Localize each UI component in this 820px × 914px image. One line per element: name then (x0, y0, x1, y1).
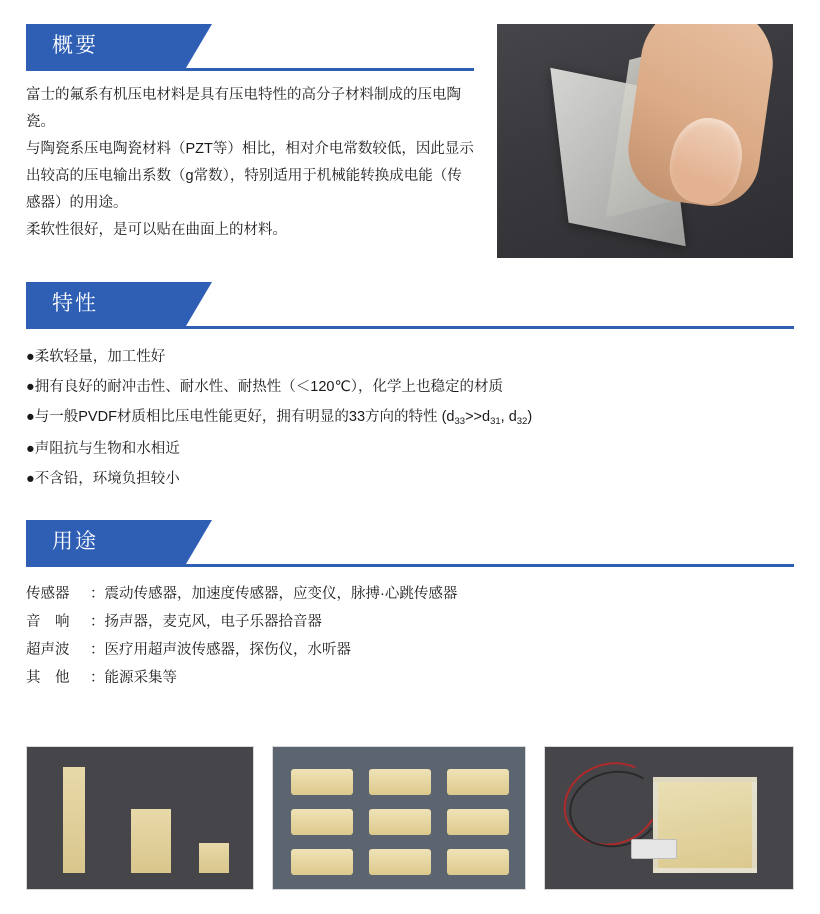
use-row-value: 震动传感器，加速度传感器，应变仪，脉搏·心跳传感器 (104, 586, 458, 602)
feature-subscript-32: 32 (516, 416, 528, 427)
feature-subscript-33: 33 (454, 416, 466, 427)
features-banner-rule (26, 326, 794, 329)
use-row (26, 664, 457, 692)
feature-item: ●不含铅，环境负担较小 (26, 471, 180, 487)
film-strip (63, 767, 85, 873)
overview-banner (26, 24, 474, 68)
film-cell (369, 849, 431, 875)
features-banner-bar (26, 282, 186, 326)
sensor-connector (631, 839, 677, 859)
features-banner (26, 282, 794, 326)
gallery-photo-sensor (544, 746, 794, 890)
feature-item: ●声阻抗与生物和水相近 (26, 441, 180, 457)
overview-paragraph-2: 与陶瓷系压电陶瓷材料（PZT等）相比，相对介电常数较低，因此显示出较高的压电输出系数（g常数），特别适用于机械能转换成电能（传感器）的用途。 (26, 141, 474, 211)
overview-title: 概要 (52, 34, 98, 57)
uses-banner (26, 520, 794, 564)
use-row-separator: ： (90, 586, 105, 602)
gallery-photo-array (272, 746, 526, 890)
film-cell (447, 849, 509, 875)
hero-photo (497, 24, 793, 258)
film-strip (131, 809, 171, 873)
uses-title: 用途 (52, 530, 98, 553)
overview-body (26, 82, 474, 244)
use-row (26, 636, 457, 664)
feature-item-prefix: ●与一般PVDF材质相比压电性能更好，拥有明显的33方向的特性 (d (26, 409, 455, 425)
overview-banner-arrow (186, 24, 212, 68)
film-cell (291, 809, 353, 835)
use-row-value: 医疗用超声波传感器，探伤仪，水听器 (104, 642, 351, 658)
feature-item-mid: >>d (465, 409, 491, 425)
section-overview (26, 24, 474, 244)
use-row (26, 608, 457, 636)
gallery-photo-strips (26, 746, 254, 890)
uses-banner-bar (26, 520, 186, 564)
section-uses (26, 520, 794, 692)
section-features (26, 282, 794, 494)
feature-item-suffix: ) (527, 409, 533, 425)
use-row-label: 音 响 (26, 614, 70, 630)
overview-paragraph-3: 柔软性很好，是可以贴在曲面上的材料。 (26, 222, 287, 238)
overview-banner-rule (26, 68, 474, 71)
uses-table (26, 580, 457, 692)
feature-item: ●柔软轻量，加工性好 (26, 349, 166, 365)
feature-item (26, 402, 794, 434)
features-banner-arrow (186, 282, 212, 326)
film-cell (369, 769, 431, 795)
feature-item-mid2: , d (500, 409, 517, 425)
overview-banner-bar (26, 24, 186, 68)
features-title: 特性 (52, 292, 98, 315)
use-row-label: 超声波 (26, 642, 70, 658)
film-strip (199, 843, 229, 873)
use-row-label: 其 他 (26, 670, 70, 686)
use-row (26, 580, 457, 608)
film-cell (291, 849, 353, 875)
use-row-separator: ： (90, 614, 105, 630)
feature-subscript-31: 31 (490, 416, 501, 427)
use-row-value: 能源采集等 (104, 670, 177, 686)
film-cell (447, 769, 509, 795)
uses-banner-rule (26, 564, 794, 567)
features-list (26, 342, 794, 494)
use-row-value: 扬声器，麦克风，电子乐器拾音器 (104, 614, 322, 630)
film-cell (369, 809, 431, 835)
uses-banner-arrow (186, 520, 212, 564)
feature-item: ●拥有良好的耐冲击性、耐水性、耐热性（＜120℃），化学上也稳定的材质 (26, 379, 503, 395)
overview-paragraph-1: 富士的氟系有机压电材料是具有压电特性的高分子材料制成的压电陶瓷。 (26, 87, 461, 130)
film-cell (447, 809, 509, 835)
use-row-separator: ： (90, 670, 105, 686)
use-row-separator: ： (90, 642, 105, 658)
use-row-label: 传感器 (26, 586, 70, 602)
film-cell (291, 769, 353, 795)
